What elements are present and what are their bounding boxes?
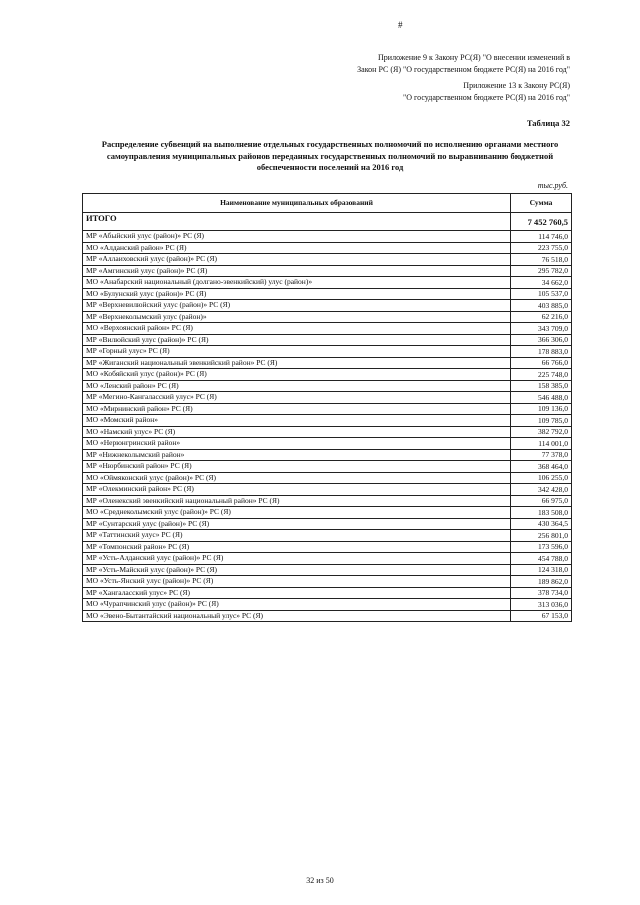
units-label: тыс.руб.: [537, 181, 568, 190]
row-sum: 109 136,0: [511, 403, 572, 415]
row-name: МР «Верхнеколымский улус (район)»: [83, 311, 511, 323]
table-row: [83, 518, 572, 530]
row-sum: 403 885,0: [511, 300, 572, 312]
table-row: [83, 346, 572, 358]
row-sum: 77 378,0: [511, 449, 572, 461]
table-row: [83, 599, 572, 611]
row-name: МР «Вилюйский улус (район)» РС (Я): [83, 334, 511, 346]
total-sum: 7 452 760,5: [511, 213, 572, 231]
row-sum: 106 255,0: [511, 472, 572, 484]
row-sum: 368 464,0: [511, 461, 572, 473]
column-header-name: Наименование муниципальных образований: [83, 194, 511, 213]
table-row: [83, 472, 572, 484]
appendix-13-line2: "О государственном бюджете РС(Я) на 2016 год": [403, 93, 570, 102]
row-sum: 342 428,0: [511, 484, 572, 496]
row-name: МР «Оленекский эвенкийский национальный район» РС (Я): [83, 495, 511, 507]
row-name: МР «Усть-Майский улус (район)» РС (Я): [83, 564, 511, 576]
appendix-9-line1: Приложение 9 к Закону РС(Я) "О внесении изменений в: [378, 53, 570, 62]
row-name: МО «Верхоянский район» РС (Я): [83, 323, 511, 335]
row-name: МО «Булунский улус (район)» РС (Я): [83, 288, 511, 300]
row-sum: 66 975,0: [511, 495, 572, 507]
column-header-sum: Сумма: [511, 194, 572, 213]
row-name: МР «Таттинский улус» РС (Я): [83, 530, 511, 542]
table-row: [83, 438, 572, 450]
row-name: МО «Мирнинский район» РС (Я): [83, 403, 511, 415]
table-row: [83, 288, 572, 300]
row-sum: 546 488,0: [511, 392, 572, 404]
row-name: МР «Нижнеколымский район»: [83, 449, 511, 461]
row-name: МР «Сунтарский улус (район)» РС (Я): [83, 518, 511, 530]
table-row: [83, 277, 572, 289]
row-name: МО «Усть-Янский улус (район)» РС (Я): [83, 576, 511, 588]
table-row: [83, 576, 572, 588]
row-sum: 158 385,0: [511, 380, 572, 392]
row-sum: 173 596,0: [511, 541, 572, 553]
row-sum: 109 785,0: [511, 415, 572, 427]
row-name: МР «Верхневилюйский улус (район)» РС (Я): [83, 300, 511, 312]
row-name: МР «Мегино-Кангаласский улус» РС (Я): [83, 392, 511, 404]
document-title: Распределение субвенций на выполнение отдельных государственных полномочий по исполнению органами местного самоуправления муниципальных районов переданных государственных полномочий по выравниванию бюджетной обеспеченности поселений на 2016 год: [101, 139, 559, 172]
row-name: МР «Олекминский район» РС (Я): [83, 484, 511, 496]
table-row: [83, 587, 572, 599]
row-sum: 256 801,0: [511, 530, 572, 542]
table-row: [83, 323, 572, 335]
table-row: [83, 334, 572, 346]
row-name: МО «Анабарский национальный (долгано-эвенкийский) улус (район)»: [83, 277, 511, 289]
table-row: [83, 403, 572, 415]
row-sum: 178 883,0: [511, 346, 572, 358]
table-row: [83, 254, 572, 266]
row-name: МР «Горный улус» РС (Я): [83, 346, 511, 358]
table-row: [83, 484, 572, 496]
row-name: МО «Среднеколымский улус (район)» РС (Я): [83, 507, 511, 519]
table-row: [83, 231, 572, 243]
table-row: [83, 461, 572, 473]
table-row: [83, 507, 572, 519]
row-sum: 124 318,0: [511, 564, 572, 576]
table-number: Таблица 32: [526, 118, 570, 128]
row-name: МО «Эвено-Бытантайский национальный улус» РС (Я): [83, 610, 511, 622]
table-row: [83, 265, 572, 277]
table-row: [83, 300, 572, 312]
appendix-9-line2: Закон РС (Я) "О государственном бюджете РС(Я) на 2016 год": [357, 65, 570, 74]
row-sum: 382 792,0: [511, 426, 572, 438]
row-sum: 67 153,0: [511, 610, 572, 622]
table-row: [83, 357, 572, 369]
table-row: [83, 449, 572, 461]
row-sum: 189 862,0: [511, 576, 572, 588]
row-sum: 343 709,0: [511, 323, 572, 335]
row-name: МР «Нюрбинский район» РС (Я): [83, 461, 511, 473]
row-name: МР «Усть-Алданский улус (район)» РС (Я): [83, 553, 511, 565]
table-row: [83, 369, 572, 381]
row-name: МО «Чурапчинский улус (район)» РС (Я): [83, 599, 511, 611]
row-name: МО «Момский район»: [83, 415, 511, 427]
row-sum: 378 734,0: [511, 587, 572, 599]
row-sum: 225 748,0: [511, 369, 572, 381]
row-sum: 62 216,0: [511, 311, 572, 323]
table-row: [83, 495, 572, 507]
table-row: [83, 553, 572, 565]
table-row: [83, 530, 572, 542]
row-sum: 295 782,0: [511, 265, 572, 277]
row-sum: 66 766,0: [511, 357, 572, 369]
row-name: МР «Хангаласский улус» РС (Я): [83, 587, 511, 599]
row-sum: 430 364,5: [511, 518, 572, 530]
table-row: [83, 541, 572, 553]
row-name: МО «Кобяйский улус (район)» РС (Я): [83, 369, 511, 381]
row-sum: 105 537,0: [511, 288, 572, 300]
row-sum: 114 001,0: [511, 438, 572, 450]
appendix-9-note: [357, 52, 570, 76]
row-sum: 366 306,0: [511, 334, 572, 346]
row-sum: 454 788,0: [511, 553, 572, 565]
row-sum: 34 662,0: [511, 277, 572, 289]
row-sum: 183 508,0: [511, 507, 572, 519]
table-row: [83, 415, 572, 427]
row-name: МО «Намский улус» РС (Я): [83, 426, 511, 438]
row-name: МР «Амгинский улус (район)» РС (Я): [83, 265, 511, 277]
table-header-row: [83, 194, 572, 213]
total-row: [83, 213, 572, 231]
row-sum: 223 755,0: [511, 242, 572, 254]
row-sum: 114 746,0: [511, 231, 572, 243]
row-sum: 313 036,0: [511, 599, 572, 611]
appendix-13-note: [403, 80, 570, 104]
row-name: МО «Алданский район» РС (Я): [83, 242, 511, 254]
table-row: [83, 242, 572, 254]
row-name: МР «Абыйский улус (район)» РС (Я): [83, 231, 511, 243]
table-row: [83, 564, 572, 576]
row-name: МР «Жиганский национальный эвенкийский район» РС (Я): [83, 357, 511, 369]
appendix-13-line1: Приложение 13 к Закону РС(Я): [463, 81, 570, 90]
page-mark: #: [398, 20, 403, 30]
page-number: 32 из 50: [306, 876, 334, 885]
total-label: ИТОГО: [83, 213, 511, 231]
row-sum: 76 518,0: [511, 254, 572, 266]
table-row: [83, 392, 572, 404]
row-name: МО «Нерюнгринский район»: [83, 438, 511, 450]
table-row: [83, 380, 572, 392]
table-row: [83, 311, 572, 323]
table-row: [83, 426, 572, 438]
row-name: МР «Аллаиховский улус (район)» РС (Я): [83, 254, 511, 266]
row-name: МО «Оймяконский улус (район)» РС (Я): [83, 472, 511, 484]
row-name: МО «Ленский район» РС (Я): [83, 380, 511, 392]
row-name: МР «Томпонский район» РС (Я): [83, 541, 511, 553]
subsidy-table: [82, 193, 572, 622]
table-row: [83, 610, 572, 622]
